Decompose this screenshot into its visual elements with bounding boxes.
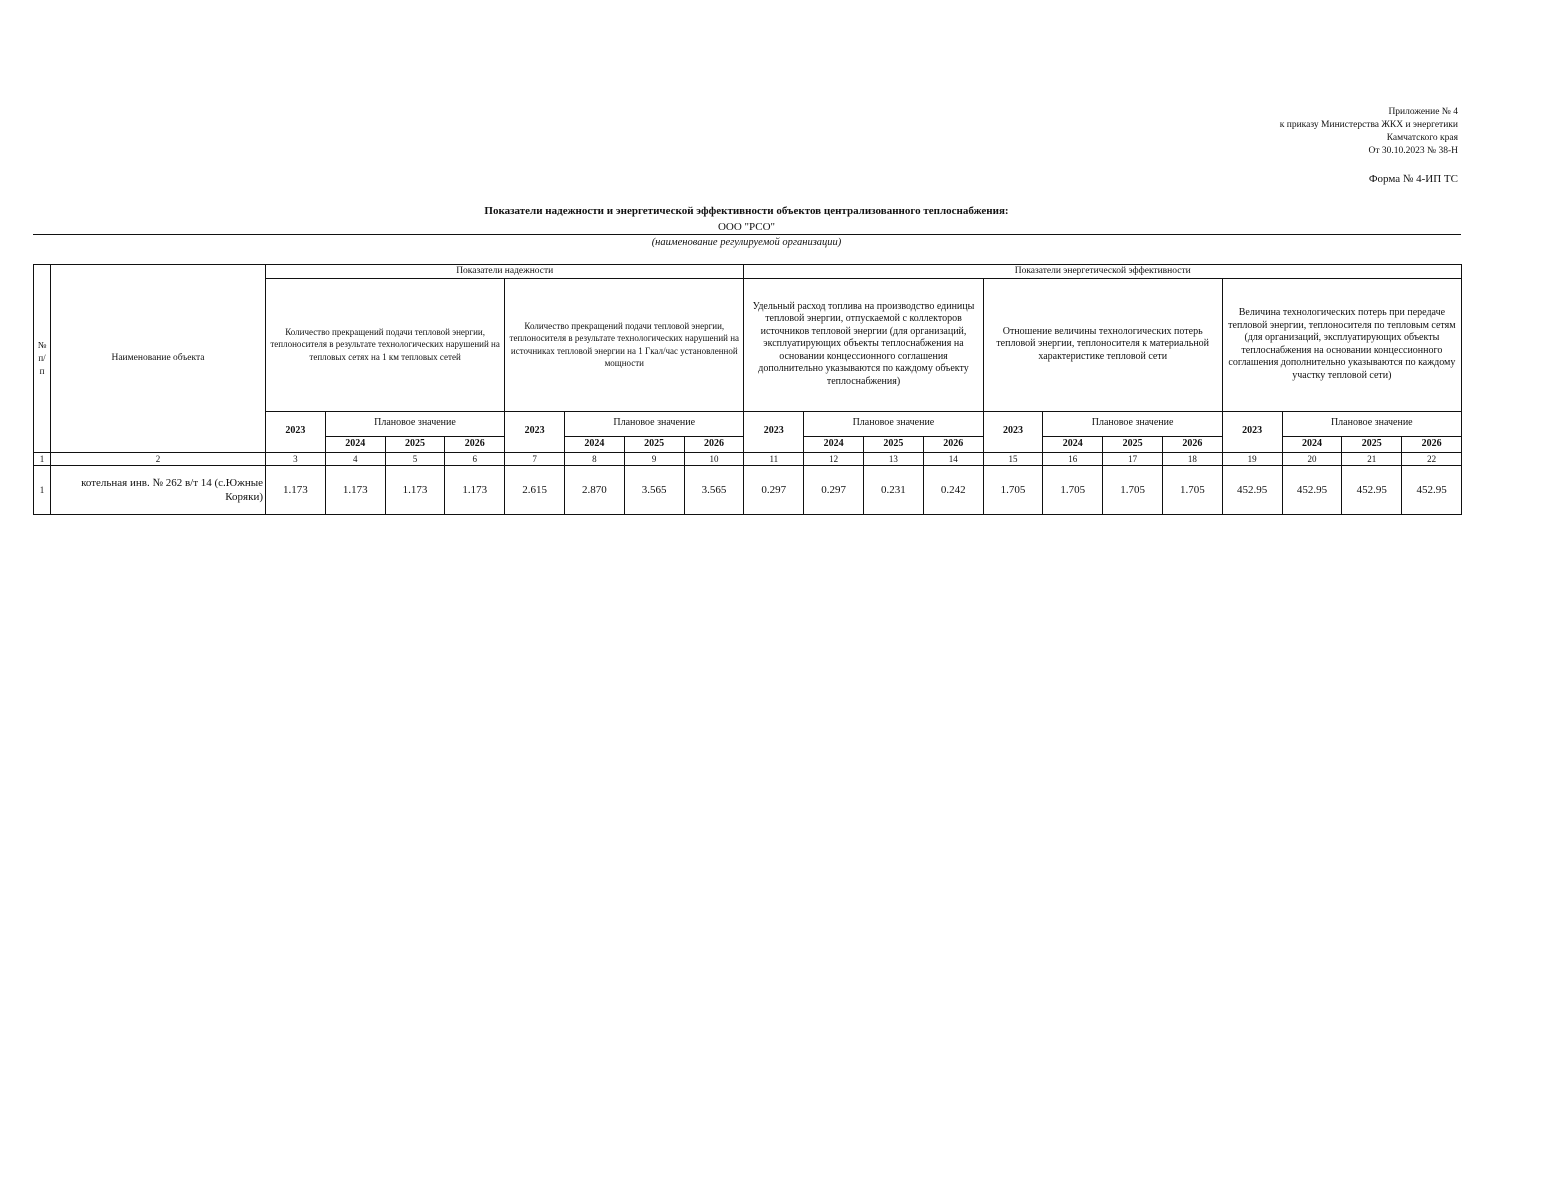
plan-year: 2024: [325, 436, 385, 452]
indicator-description: Количество прекращений подачи тепловой энергии, теплоносителя в результате технологических нарушений на тепловых сетях на 1 км тепловых сетей: [266, 278, 505, 411]
value-cell: 452.95: [1222, 466, 1282, 515]
appendix-line: От 30.10.2023 № 38-Н: [1368, 146, 1458, 156]
column-number: 14: [923, 452, 983, 466]
value-cell: 1.173: [385, 466, 445, 515]
appendix-header: [1280, 106, 1458, 158]
indicator-description: Количество прекращений подачи тепловой энергии, теплоносителя в результате технологических нарушений на источниках тепловой энергии на 1 Гкал/час установленной мощности: [505, 278, 744, 411]
indicator-description: Отношение величины технологических потерь тепловой энергии, теплоносителя к материальной характеристике тепловой сети: [983, 278, 1222, 411]
column-number: 2: [51, 452, 266, 466]
column-number: 11: [744, 452, 804, 466]
column-number: 21: [1342, 452, 1402, 466]
plan-year: 2026: [923, 436, 983, 452]
column-number: 22: [1402, 452, 1462, 466]
plan-year: 2024: [1043, 436, 1103, 452]
appendix-line: Камчатского края: [1386, 133, 1458, 143]
column-number: 13: [864, 452, 924, 466]
column-number: 15: [983, 452, 1043, 466]
value-cell: 1.173: [325, 466, 385, 515]
plan-label: Плановое значение: [1282, 411, 1461, 436]
group-reliability: Показатели надежности: [266, 265, 744, 279]
plan-label: Плановое значение: [325, 411, 504, 436]
value-cell: 452.95: [1342, 466, 1402, 515]
organization-name: ООО "РСО": [717, 221, 776, 233]
document-title: Показатели надежности и энергетической эффективности объектов централизованного теплоснабжения:: [484, 205, 1009, 217]
value-cell: 0.297: [804, 466, 864, 515]
plan-year: 2026: [684, 436, 744, 452]
plan-year: 2025: [1342, 436, 1402, 452]
row-number: 1: [34, 466, 51, 515]
value-cell: 3.565: [684, 466, 744, 515]
value-cell: 0.297: [744, 466, 804, 515]
organization-caption: (наименование регулируемой организации): [651, 237, 842, 248]
plan-label: Плановое значение: [564, 411, 743, 436]
value-cell: 2.615: [505, 466, 565, 515]
base-year: 2023: [983, 411, 1043, 452]
value-cell: 1.705: [983, 466, 1043, 515]
value-cell: 3.565: [624, 466, 684, 515]
value-cell: 0.242: [923, 466, 983, 515]
plan-year: 2026: [1402, 436, 1462, 452]
indicator-description: Величина технологических потерь при передаче тепловой энергии, теплоносителя по тепловым сетям (для организаций, эксплуатирующих объекты теплоснабжения на основании концессионного соглашения дополнительно указываются по каждому участку тепловой сети): [1222, 278, 1461, 411]
header-object-name: Наименование объекта: [51, 265, 266, 453]
column-number: 20: [1282, 452, 1342, 466]
organization-underline: [33, 234, 1461, 235]
value-cell: 0.231: [864, 466, 924, 515]
table-row: [34, 466, 1462, 515]
plan-year: 2025: [624, 436, 684, 452]
column-number: 9: [624, 452, 684, 466]
plan-year: 2024: [564, 436, 624, 452]
column-number: 5: [385, 452, 445, 466]
column-number: 1: [34, 452, 51, 466]
column-number: 7: [505, 452, 565, 466]
plan-year: 2026: [1162, 436, 1222, 452]
column-number: 8: [564, 452, 624, 466]
plan-label: Плановое значение: [804, 411, 983, 436]
value-cell: 1.705: [1162, 466, 1222, 515]
appendix-line: к приказу Министерства ЖКХ и энергетики: [1279, 120, 1458, 130]
value-cell: 452.95: [1402, 466, 1462, 515]
plan-label: Плановое значение: [1043, 411, 1222, 436]
value-cell: 1.705: [1103, 466, 1163, 515]
base-year: 2023: [1222, 411, 1282, 452]
column-number: 19: [1222, 452, 1282, 466]
column-number: 4: [325, 452, 385, 466]
plan-year: 2024: [804, 436, 864, 452]
column-number: 17: [1103, 452, 1163, 466]
value-cell: 452.95: [1282, 466, 1342, 515]
indicator-description: Удельный расход топлива на производство единицы тепловой энергии, отпускаемой с коллекторов источников тепловой энергии (для организаций, эксплуатирующих объекты теплоснабжения на основании концессионного соглашения дополнительно указываются по каждому объекту теплоснабжения): [744, 278, 983, 411]
base-year: 2023: [505, 411, 565, 452]
column-number: 6: [445, 452, 505, 466]
plan-year: 2025: [385, 436, 445, 452]
base-year: 2023: [266, 411, 326, 452]
column-number: 10: [684, 452, 744, 466]
base-year: 2023: [744, 411, 804, 452]
form-number: Форма № 4-ИП ТС: [1368, 173, 1458, 185]
value-cell: 1.173: [266, 466, 326, 515]
indicators-table: [33, 264, 1462, 515]
column-number: 3: [266, 452, 326, 466]
plan-year: 2025: [864, 436, 924, 452]
column-number: 16: [1043, 452, 1103, 466]
value-cell: 2.870: [564, 466, 624, 515]
value-cell: 1.705: [1043, 466, 1103, 515]
object-name: котельная инв. № 262 в/т 14 (с.Южные Коряки): [51, 466, 266, 515]
header-num: № п/п: [34, 265, 51, 453]
value-cell: 1.173: [445, 466, 505, 515]
plan-year: 2024: [1282, 436, 1342, 452]
column-number: 12: [804, 452, 864, 466]
column-number: 18: [1162, 452, 1222, 466]
appendix-line: Приложение № 4: [1388, 107, 1458, 117]
plan-year: 2025: [1103, 436, 1163, 452]
plan-year: 2026: [445, 436, 505, 452]
group-efficiency: Показатели энергетической эффективности: [744, 265, 1462, 279]
